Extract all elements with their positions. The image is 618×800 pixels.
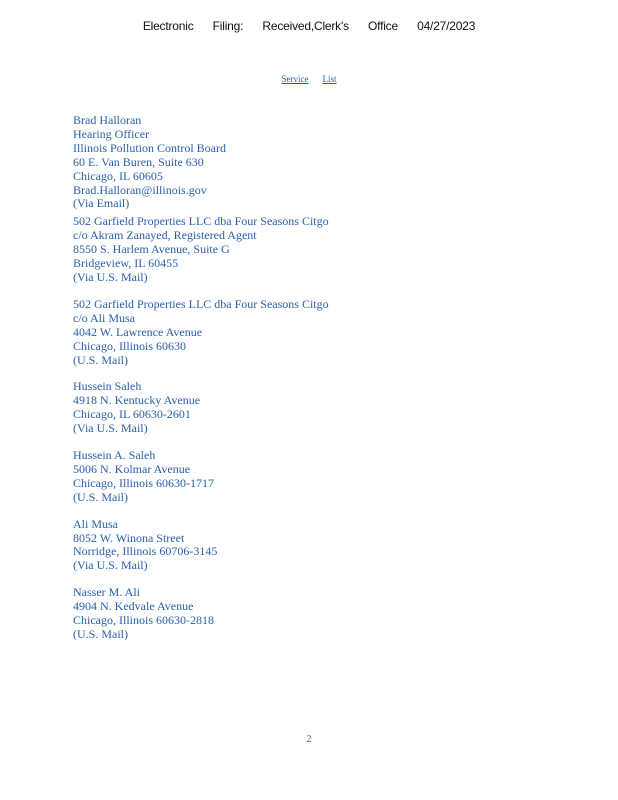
stamp-received: Received,Clerk's [262,19,349,33]
contact-line: Illinois Pollution Control Board [73,140,227,155]
service-list-contacts [73,114,573,642]
contact-block [73,380,573,436]
contact-line: 4918 N. Kentucky Avenue [73,393,201,408]
contact-line: (U.S. Mail) [73,627,128,641]
stamp-date: 04/27/2023 [417,19,476,33]
contact-line: 5006 N. Kolmar Avenue [73,461,191,476]
contact-line: c/o Akram Zanayed, Registered Agent [73,228,257,243]
contact-block [73,114,573,211]
contact-line: Chicago, Illinois 60630-1717 [73,475,214,490]
contact-line: Nasser M. Ali [73,585,140,600]
contact-block [73,449,573,505]
stamp-filing: Filing: [212,19,244,33]
contact-line: 8550 S. Harlem Avenue, Suite G [73,242,230,257]
service-list-word-service: Service [281,74,309,84]
electronic-filing-stamp [0,19,618,33]
contact-line: Chicago, Illinois 60630 [73,338,186,353]
contact-line: 4042 W. Lawrence Avenue [73,324,203,339]
stamp-electronic: Electronic [142,19,194,33]
contact-line: Hearing Officer [73,126,150,141]
contact-line: 502 Garfield Properties LLC dba Four Seasons Citgo [73,214,329,229]
contact-line: (Via U.S. Mail) [73,269,148,284]
contact-line: Hussein A. Saleh [73,448,156,463]
contact-line: (U.S. Mail) [73,489,128,504]
contact-line: Norridge, Illinois 60706-3145 [73,544,218,559]
contact-line: Bridgeview, IL 60455 [73,256,179,271]
contact-line: Chicago, IL 60630-2601 [73,407,191,422]
service-list-word-list: List [322,74,337,84]
contact-line: 8052 W. Winona Street [73,530,185,545]
contact-block [73,518,573,574]
contact-line: 502 Garfield Properties LLC dba Four Seasons Citgo [73,296,329,311]
contact-line: Chicago, Illinois 60630-2818 [73,613,214,628]
contact-line: (Via U.S. Mail) [73,558,148,573]
contact-line: Brad.Halloran@illinois.gov [73,182,207,197]
contact-line: Hussein Saleh [73,379,142,394]
stamp-office: Office [368,19,398,33]
contact-line: Ali Musa [73,516,118,531]
contact-block [73,298,573,368]
contact-line: Brad Halloran [73,113,142,127]
contact-block [73,215,573,285]
contact-line: (Via U.S. Mail) [73,421,148,436]
contact-line: 4904 N. Kedvale Avenue [73,599,194,614]
contact-line: Chicago, IL 60605 [73,168,163,183]
contact-line: c/o Ali Musa [73,310,135,325]
contact-line: 60 E. Van Buren, Suite 630 [73,154,204,169]
page-number: 2 [306,734,312,745]
contact-block [73,586,573,642]
service-list-heading [0,74,618,84]
contact-line: (Via Email) [73,196,130,211]
contact-line: (U.S. Mail) [73,352,128,367]
